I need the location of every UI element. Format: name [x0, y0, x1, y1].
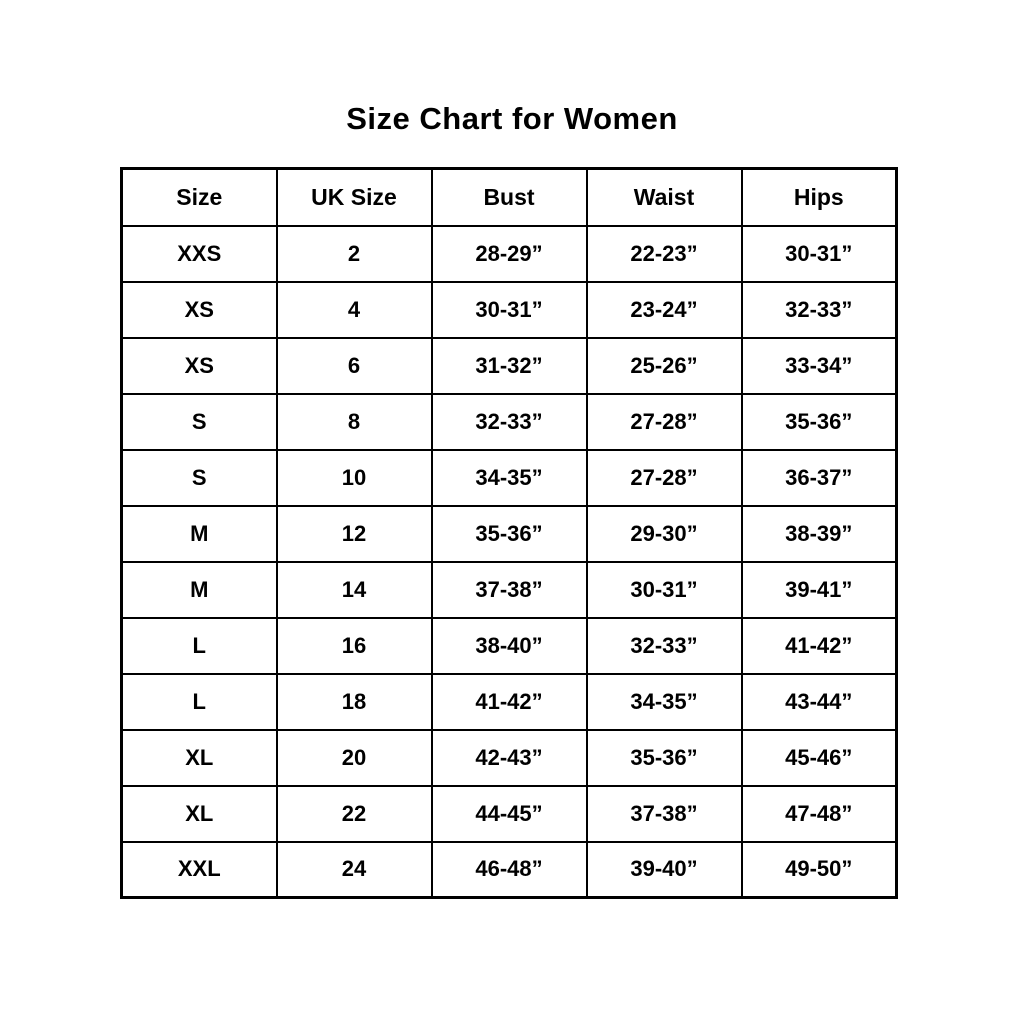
table-cell: 38-39”	[742, 506, 897, 562]
table-cell: 35-36”	[742, 394, 897, 450]
table-body	[122, 226, 897, 898]
table-row	[122, 506, 897, 562]
size-chart-table	[120, 167, 898, 899]
table-cell: XL	[122, 730, 277, 786]
table-cell: 33-34”	[742, 338, 897, 394]
table-cell: 37-38”	[432, 562, 587, 618]
table-cell: 16	[277, 618, 432, 674]
table-row	[122, 786, 897, 842]
table-cell: 41-42”	[432, 674, 587, 730]
header-row	[122, 169, 897, 226]
table-cell: 49-50”	[742, 842, 897, 898]
table-row	[122, 562, 897, 618]
table-header	[122, 169, 897, 226]
table-cell: 8	[277, 394, 432, 450]
table-row	[122, 618, 897, 674]
table-cell: 37-38”	[587, 786, 742, 842]
table-cell: 41-42”	[742, 618, 897, 674]
table-cell: M	[122, 562, 277, 618]
table-cell: 38-40”	[432, 618, 587, 674]
table-cell: 44-45”	[432, 786, 587, 842]
table-row	[122, 394, 897, 450]
table-cell: 39-41”	[742, 562, 897, 618]
table-cell: 24	[277, 842, 432, 898]
table-cell: M	[122, 506, 277, 562]
table-cell: 10	[277, 450, 432, 506]
table-cell: 22	[277, 786, 432, 842]
column-header: UK Size	[277, 169, 432, 226]
table-cell: 36-37”	[742, 450, 897, 506]
column-header: Hips	[742, 169, 897, 226]
table-cell: 47-48”	[742, 786, 897, 842]
table-cell: 18	[277, 674, 432, 730]
table-row	[122, 226, 897, 282]
table-cell: 30-31”	[432, 282, 587, 338]
table-cell: L	[122, 674, 277, 730]
table-cell: 22-23”	[587, 226, 742, 282]
table-cell: 28-29”	[432, 226, 587, 282]
table-cell: 30-31”	[742, 226, 897, 282]
table-cell: 27-28”	[587, 394, 742, 450]
page-title: Size Chart for Women	[346, 101, 678, 136]
table-cell: XXS	[122, 226, 277, 282]
table-row	[122, 282, 897, 338]
table-row	[122, 842, 897, 898]
table-cell: 43-44”	[742, 674, 897, 730]
table-cell: 46-48”	[432, 842, 587, 898]
table-cell: 29-30”	[587, 506, 742, 562]
table-cell: 35-36”	[432, 506, 587, 562]
table-cell: L	[122, 618, 277, 674]
table-cell: 12	[277, 506, 432, 562]
table-row	[122, 730, 897, 786]
table-cell: 34-35”	[587, 674, 742, 730]
table-cell: 4	[277, 282, 432, 338]
table-cell: 30-31”	[587, 562, 742, 618]
table-cell: 32-33”	[587, 618, 742, 674]
table-cell: XS	[122, 282, 277, 338]
column-header: Size	[122, 169, 277, 226]
table-cell: XXL	[122, 842, 277, 898]
table-cell: 20	[277, 730, 432, 786]
table-cell: 2	[277, 226, 432, 282]
table-cell: 27-28”	[587, 450, 742, 506]
table-cell: S	[122, 450, 277, 506]
table-row	[122, 674, 897, 730]
table-cell: 32-33”	[742, 282, 897, 338]
column-header: Bust	[432, 169, 587, 226]
table-cell: 39-40”	[587, 842, 742, 898]
table-row	[122, 338, 897, 394]
table-row	[122, 450, 897, 506]
table-cell: 32-33”	[432, 394, 587, 450]
table-cell: 23-24”	[587, 282, 742, 338]
table-cell: 34-35”	[432, 450, 587, 506]
table-cell: 45-46”	[742, 730, 897, 786]
table-cell: 25-26”	[587, 338, 742, 394]
table-cell: 35-36”	[587, 730, 742, 786]
column-header: Waist	[587, 169, 742, 226]
table-cell: 42-43”	[432, 730, 587, 786]
table-cell: XL	[122, 786, 277, 842]
table-cell: S	[122, 394, 277, 450]
table-cell: 14	[277, 562, 432, 618]
table-cell: XS	[122, 338, 277, 394]
table-cell: 6	[277, 338, 432, 394]
table-cell: 31-32”	[432, 338, 587, 394]
